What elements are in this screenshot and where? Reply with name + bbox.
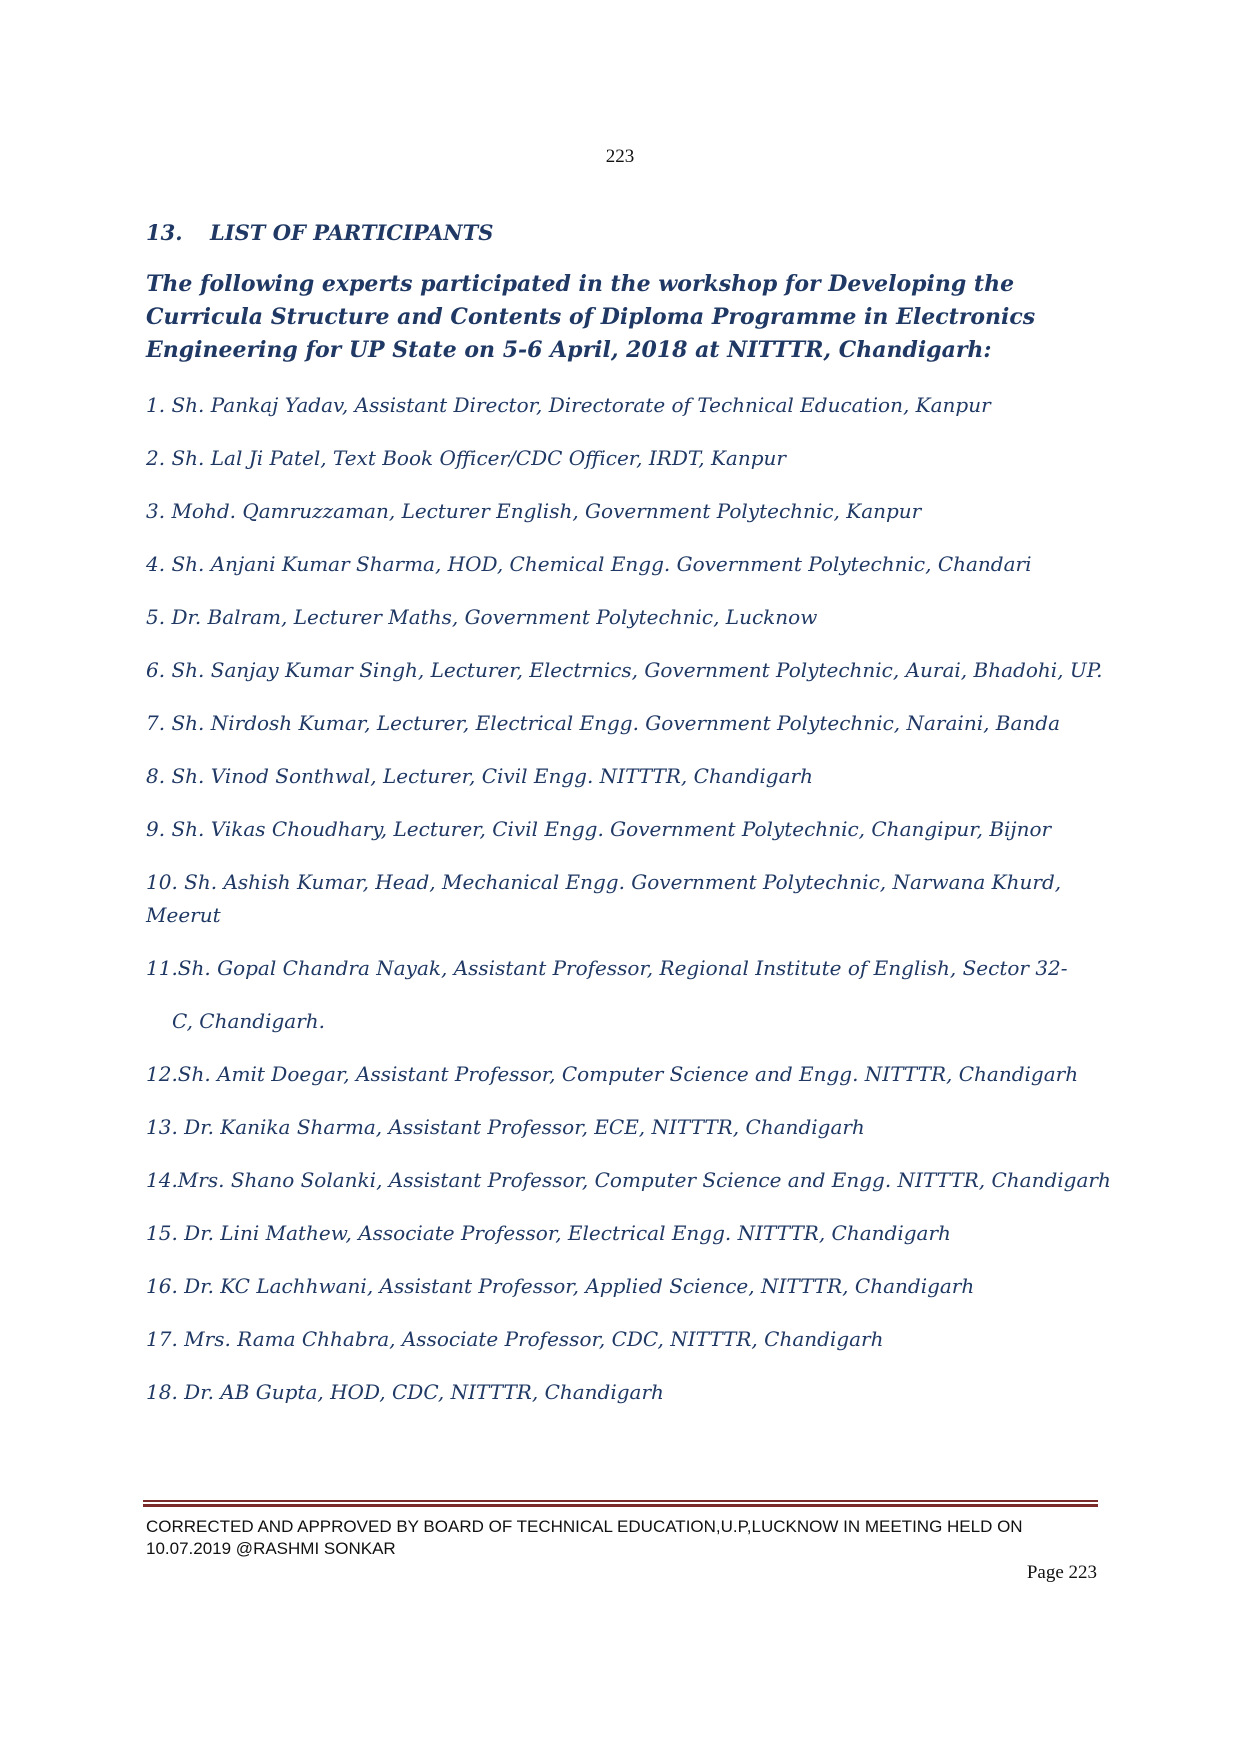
section-number: 13. (146, 220, 183, 245)
list-item: 1. Sh. Pankaj Yadav, Assistant Director, Directorate of Technical Education, Kanpur (146, 393, 991, 417)
footer-note (146, 1516, 1106, 1560)
list-item: 14.Mrs. Shano Solanki, Assistant Professor, Computer Science and Engg. NITTTR, Chandigarh (146, 1168, 1111, 1192)
list-item: 18. Dr. AB Gupta, HOD, CDC, NITTTR, Chandigarh (146, 1380, 664, 1404)
list-item: 13. Dr. Kanika Sharma, Assistant Professor, ECE, NITTTR, Chandigarh (146, 1115, 865, 1139)
list-item: 12.Sh. Amit Doegar, Assistant Professor, Computer Science and Engg. NITTTR, Chandigarh (146, 1062, 1079, 1086)
list-item: 5. Dr. Balram, Lecturer Maths, Government Polytechnic, Lucknow (146, 605, 818, 629)
list-item-continuation: C, Chandigarh. (172, 1009, 326, 1033)
participants-list (146, 389, 1111, 1429)
list-item: 9. Sh. Vikas Choudhary, Lecturer, Civil Engg. Government Polytechnic, Changipur, Bijnor (146, 817, 1052, 841)
list-item: 17. Mrs. Rama Chhabra, Associate Professor, CDC, NITTTR, Chandigarh (146, 1327, 884, 1351)
section-heading (146, 220, 493, 245)
list-item: 6. Sh. Sanjay Kumar Singh, Lecturer, Electrnics, Government Polytechnic, Aurai, Bhadohi, UP. (146, 658, 1103, 682)
list-item: 8. Sh. Vinod Sonthwal, Lecturer, Civil Engg. NITTTR, Chandigarh (146, 764, 813, 788)
intro-paragraph: The following experts participated in the workshop for Developing the Curricula Structure and Contents of Diploma Programme in Electronics Engineering for UP State on 5-6 April, 2018 at NITTTR, Chandigarh: (146, 271, 1036, 363)
list-item: 7. Sh. Nirdosh Kumar, Lecturer, Electrical Engg. Government Polytechnic, Naraini, Banda (146, 711, 1061, 735)
footer-divider (143, 1500, 1098, 1507)
list-item: 2. Sh. Lal Ji Patel, Text Book Officer/CDC Officer, IRDT, Kanpur (146, 446, 786, 470)
footer-line-1: CORRECTED AND APPROVED BY BOARD OF TECHNICAL EDUCATION,U.P,LUCKNOW IN MEETING HELD ON (146, 1517, 1023, 1536)
list-item: 3. Mohd. Qamruzzaman, Lecturer English, Government Polytechnic, Kanpur (146, 499, 922, 523)
section-title: LIST OF PARTICIPANTS (210, 220, 494, 245)
list-item: 15. Dr. Lini Mathew, Associate Professor, Electrical Engg. NITTTR, Chandigarh (146, 1221, 951, 1245)
list-item: 10. Sh. Ashish Kumar, Head, Mechanical Engg. Government Polytechnic, Narwana Khurd, Meerut (146, 870, 1062, 927)
list-item: 11.Sh. Gopal Chandra Nayak, Assistant Professor, Regional Institute of English, Sector 32- (146, 956, 1068, 980)
page-number-top: 223 (605, 146, 635, 167)
footer-line-2: 10.07.2019 @RASHMI SONKAR (146, 1539, 396, 1558)
list-item: 16. Dr. KC Lachhwani, Assistant Professor, Applied Science, NITTTR, Chandigarh (146, 1274, 975, 1298)
list-item: 4. Sh. Anjani Kumar Sharma, HOD, Chemical Engg. Government Polytechnic, Chandari (146, 552, 1032, 576)
page-number-bottom: Page 223 (1026, 1562, 1097, 1583)
